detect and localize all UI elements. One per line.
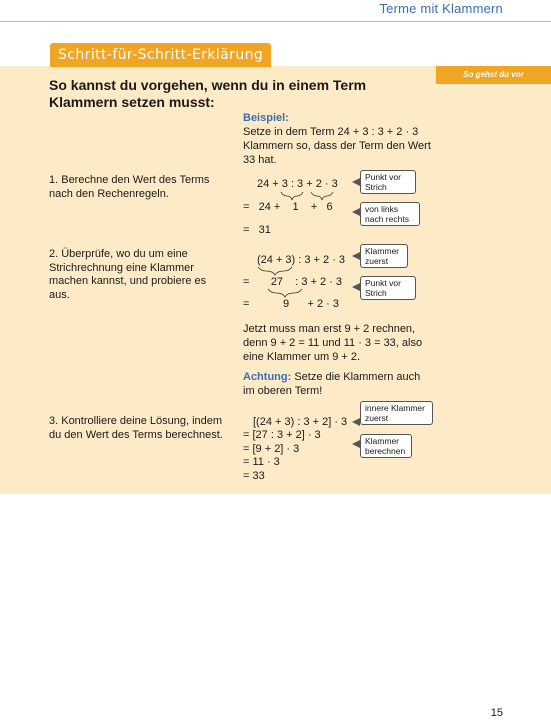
note-innere-klammer-zuerst: innere Klammer zuerst (360, 401, 433, 425)
note-punkt-vor-strich-1: Punkt vor Strich (360, 170, 416, 194)
calc2-line2: = 27 : 3 + 2 · 3 (243, 276, 343, 288)
example-text: Setze in dem Term 24 + 3 : 3 + 2 · 3 Klammern so, dass der Term den Wert 33 hat. (243, 126, 431, 166)
note-klammer-berechnen: Klammer berechnen (360, 434, 412, 458)
calc3-line5: = 33 (243, 470, 265, 482)
pointer-icon (352, 208, 360, 216)
pointer-icon (352, 252, 360, 260)
chapter-title: Terme mit Klammern (379, 1, 503, 16)
calc3-line1: [(24 + 3) : 3 + 2] · 3 (253, 416, 348, 428)
pointer-icon (352, 283, 360, 291)
panel-heading: So kannst du vorgehen, wenn du in einem Term Klammern setzen musst: (49, 77, 367, 110)
pointer-icon (352, 418, 360, 426)
section-badge: Schritt-für-Schritt-Erklärung (50, 43, 271, 67)
step-1: 1. Berechne den Wert des Terms nach den Rechenregeln. (49, 174, 210, 200)
calc1-line2: = 24 + 1 + 6 (243, 201, 333, 213)
calc2-line3: = 9 + 2 · 3 (243, 298, 339, 310)
note-von-links-nach-rechts: von links nach rechts (360, 202, 420, 226)
page-number: 15 (490, 707, 503, 719)
attention-text (243, 370, 423, 398)
header-rule (0, 21, 551, 22)
attention-body: Setze die Klammern auch im oberen Term! (243, 371, 421, 397)
calc1-line1: 24 + 3 : 3 + 2 · 3 (257, 178, 338, 190)
calc3-line3: = [9 + 2] · 3 (243, 443, 300, 455)
calc3-line4: = 11 · 3 (243, 456, 280, 468)
step-2: 2. Überprüfe, wo du um eine Strichrechnung eine Klammer machen kannst, und probiere es aus. (49, 248, 207, 301)
explanation-text: Jetzt muss man erst 9 + 2 rechnen, denn 9 + 2 = 11 und 11 · 3 = 33, also eine Klammer um 9 + 2. (243, 323, 423, 363)
calc1-line3: = 31 (243, 224, 271, 236)
pointer-icon (352, 440, 360, 448)
step-3: 3. Kontrolliere deine Lösung, indem du den Wert des Terms berechnest. (49, 415, 223, 441)
note-punkt-vor-strich-2: Punkt vor Strich (360, 276, 416, 300)
note-klammer-zuerst: Klammer zuerst (360, 244, 408, 268)
pointer-icon (352, 178, 360, 186)
calc3-line2: = [27 : 3 + 2] · 3 (243, 429, 321, 441)
attention-label: Achtung: (243, 371, 292, 383)
example-label: Beispiel: (243, 112, 289, 124)
calc2-line1: (24 + 3) : 3 + 2 · 3 (257, 254, 346, 266)
side-tab: So gehst du vor (436, 66, 551, 84)
